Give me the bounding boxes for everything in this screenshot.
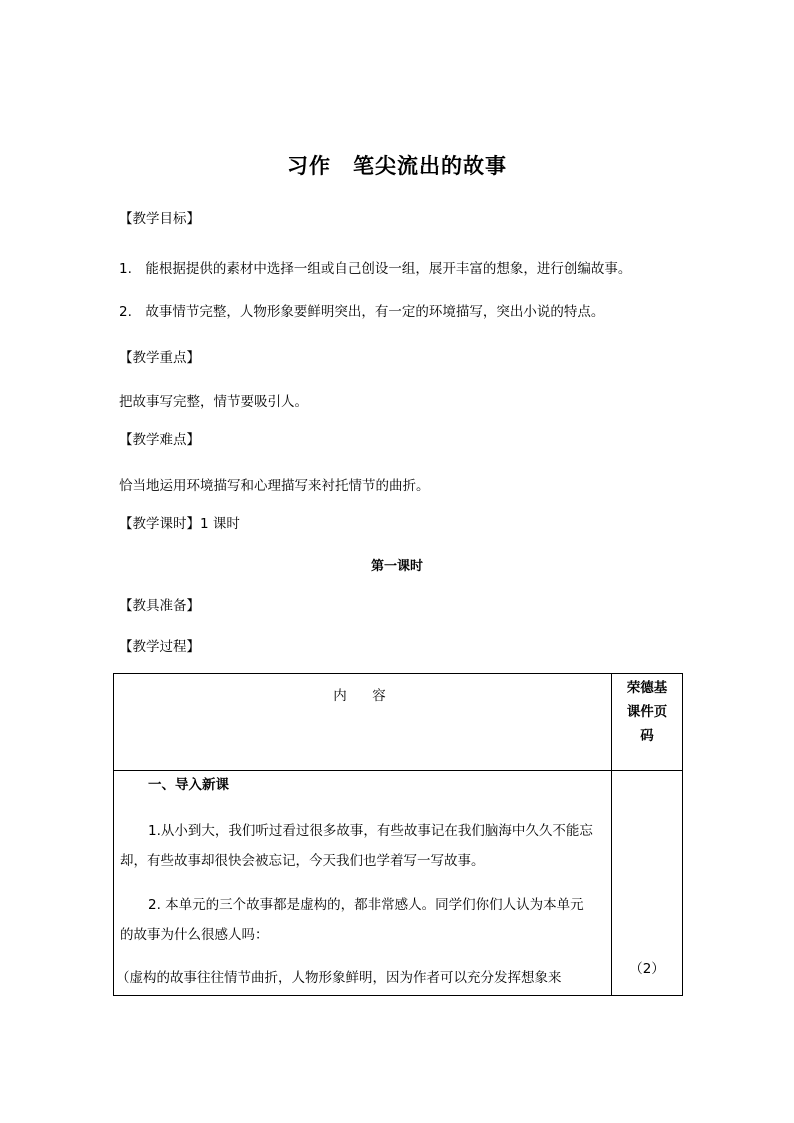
key-points-text: 把故事写完整，情节要吸引人。 — [119, 394, 308, 410]
courseware-page-number: （2） — [629, 961, 665, 977]
paragraph-2-line-2: 的故事为什么很感人吗： — [120, 927, 269, 943]
class-hours: 【教学课时】1 课时 — [119, 516, 240, 532]
table-row — [114, 771, 683, 996]
content-cell — [114, 771, 612, 996]
goals-heading: 【教学目标】 — [119, 211, 200, 227]
courseware-page-header-cell — [612, 674, 683, 771]
teaching-tools-heading: 【教具准备】 — [119, 598, 200, 614]
teaching-process-table — [113, 673, 683, 996]
teaching-process-heading: 【教学过程】 — [119, 639, 200, 655]
lesson-label: 第一课时 — [370, 559, 423, 574]
difficult-points-text: 恰当地运用环境描写和心理描写来衬托情节的曲折。 — [119, 478, 430, 494]
paragraph-2-line-1: 2. 本单元的三个故事都是虚构的，都非常感人。同学们你们人认为本单元 — [148, 897, 584, 913]
courseware-header-line-1: 荣德基 — [626, 680, 668, 696]
courseware-header-line-3: 码 — [640, 728, 654, 744]
page-title: 习作 笔尖流出的故事 — [287, 153, 507, 178]
goal-1: 1. 能根据提供的素材中选择一组或自己创设一组，展开丰富的想象，进行创编故事。 — [119, 261, 632, 277]
section-title: 一、导入新课 — [148, 777, 229, 793]
paragraph-3-line-1: （虚构的故事往往情节曲折，人物形象鲜明，因为作者可以充分发挥想象来 — [116, 970, 562, 986]
difficult-points-heading: 【教学难点】 — [119, 432, 200, 448]
key-points-heading: 【教学重点】 — [119, 350, 200, 366]
courseware-page-cell — [612, 771, 683, 996]
content-header: 内 容 — [333, 688, 392, 704]
courseware-header-line-2: 课件页 — [626, 704, 668, 720]
table-header-row — [114, 674, 683, 771]
paragraph-1-line-2: 却，有些故事却很快会被忘记，今天我们也学着写一写故事。 — [120, 853, 485, 869]
content-header-cell — [114, 674, 612, 771]
paragraph-1-line-1: 1.从小到大，我们听过看过很多故事，有些故事记在我们脑海中久久不能忘 — [148, 823, 593, 839]
goal-2: 2. 故事情节完整，人物形象要鲜明突出，有一定的环境描写，突出小说的特点。 — [119, 304, 605, 320]
